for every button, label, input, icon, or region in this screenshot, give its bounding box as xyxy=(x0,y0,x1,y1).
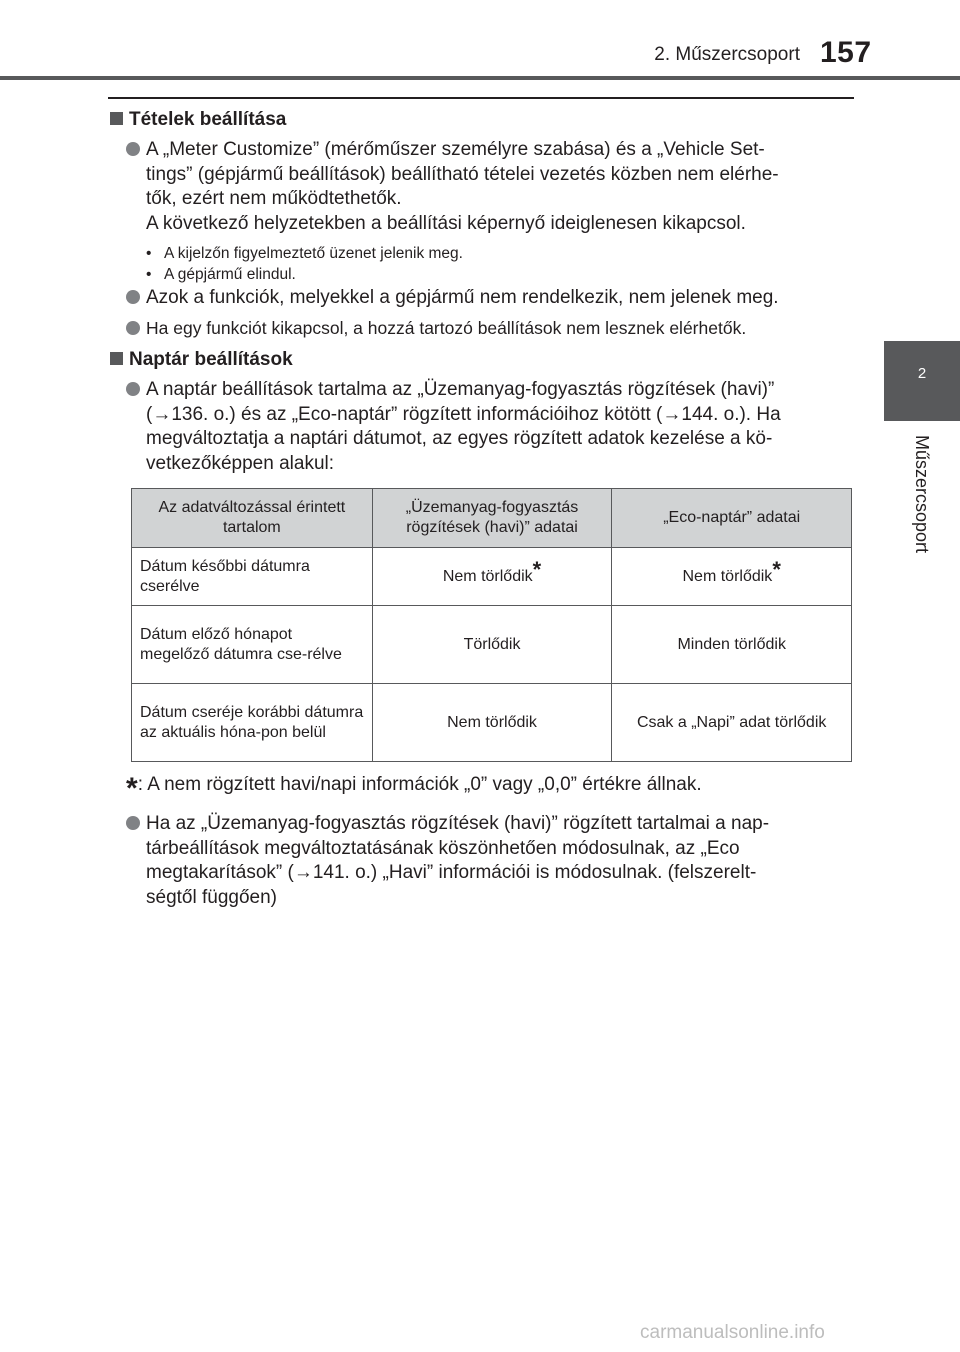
para-line: A következő helyzetekben a beállítási képernyő ideiglenesen kikapcsol. xyxy=(146,212,746,234)
content-rule xyxy=(108,97,854,99)
paragraph-items-2 xyxy=(126,286,854,311)
section-title-calendar-text: Naptár beállítások xyxy=(129,349,293,370)
section-title-calendar xyxy=(110,349,293,371)
footnote-text: : A nem rögzített havi/napi információk „0” vagy „0,0” értékre állnak. xyxy=(137,774,702,795)
square-bullet-icon xyxy=(110,352,123,365)
table-cell-text: Nem törlődik xyxy=(442,567,533,585)
circle-bullet-icon xyxy=(126,321,140,335)
para-line-text: Ha az „Üzemanyag-fogyasztás rögzítések (havi)” rögzített tartalmai a nap- xyxy=(146,813,770,834)
section-title-items-text: Tételek beállítása xyxy=(129,109,287,130)
sub-bullet-2-text: A gépjármű elindul. xyxy=(164,266,296,283)
table-header-cell: „Üzemanyag-fogyasztás rögzítések (havi)” adatai xyxy=(372,489,612,548)
para-line xyxy=(126,138,854,163)
table-cell-text: Nem törlődik xyxy=(682,567,773,585)
para-line: tings” (gépjármű beállítások) beállítható tételei vezetés közben nem elérhe- xyxy=(146,163,779,185)
table-cell: Törlődik xyxy=(372,606,612,684)
para-line: megtakarítások” (→141. o.) „Havi” információi is módosulnak. (felszerelt- xyxy=(146,862,757,883)
table-header-cell: Az adatváltozással érintett tartalom xyxy=(132,489,373,548)
asterisk-mark: * xyxy=(532,556,542,582)
paragraph-items-3-text: Ha egy funkciót kikapcsol, a hozzá tartozó beállítások nem lesznek elérhetők. xyxy=(146,318,747,338)
paragraph-items-1 xyxy=(126,138,854,236)
table-row xyxy=(132,548,852,606)
table-header-row xyxy=(132,489,852,548)
small-bullet-icon: • xyxy=(146,266,152,283)
table-cell xyxy=(612,548,852,606)
page-number: 157 xyxy=(820,36,872,69)
circle-bullet-icon xyxy=(126,382,140,396)
table-cell: Nem törlődik xyxy=(372,684,612,762)
table-cell: Csak a „Napi” adat törlődik xyxy=(612,684,852,762)
para-line: vetkezőképpen alakul: xyxy=(146,452,335,474)
chapter-title: 2. Műszercsoport xyxy=(654,44,800,65)
table-cell: Minden törlődik xyxy=(612,606,852,684)
square-bullet-icon xyxy=(110,112,123,125)
paragraph-calendar-1 xyxy=(126,378,854,476)
sub-bullet-1-text: A kijelzőn figyelmeztető üzenet jelenik meg. xyxy=(164,245,463,262)
footnote-star: * xyxy=(126,772,138,805)
calendar-change-table xyxy=(131,488,852,762)
header-rule xyxy=(0,76,960,80)
para-line-text: A naptár beállítások tartalma az „Üzemanyag-fogyasztás rögzítések (havi)” xyxy=(146,379,775,400)
sub-bullet-1 xyxy=(146,243,463,264)
paragraph-items-2-text: Azok a funkciók, melyekkel a gépjármű nem rendelkezik, nem jelenek meg. xyxy=(146,287,779,308)
table-cell: Dátum későbbi dátumra cserélve xyxy=(132,548,373,606)
table-cell: Dátum cseréje korábbi dátumra az aktuális hóna-pon belül xyxy=(132,684,373,762)
para-line: megváltoztatja a naptári dátumot, az egyes rögzített adatok kezelése a kö- xyxy=(146,428,773,449)
table-header-cell: „Eco-naptár” adatai xyxy=(612,489,852,548)
circle-bullet-icon xyxy=(126,142,140,156)
table-cell: Dátum előző hónapot megelőző dátumra cse-rélve xyxy=(132,606,373,684)
para-line xyxy=(126,812,854,837)
paragraph-calendar-2 xyxy=(126,812,854,910)
para-line: (→136. o.) és az „Eco-naptár” rögzített információihoz kötött (→144. o.). Ha xyxy=(146,403,781,425)
para-line-text: A „Meter Customize” (mérőműszer személyre szabása) és a „Vehicle Set- xyxy=(146,139,765,160)
paragraph-items-3 xyxy=(126,316,854,341)
section-title-items xyxy=(110,109,286,131)
para-line: tárbeállítások megváltoztatásának köszönhetően módosulnak, az „Eco xyxy=(146,837,740,859)
side-tab-label: Műszercsoport xyxy=(912,435,932,554)
small-bullet-icon: • xyxy=(146,245,152,262)
para-line: tők, ezért nem működtethetők. xyxy=(146,188,402,209)
table-cell xyxy=(372,548,612,606)
sub-bullet-2 xyxy=(146,264,296,285)
circle-bullet-icon xyxy=(126,290,140,304)
side-tab-number: 2 xyxy=(884,341,960,421)
para-line: ségtől függően) xyxy=(146,886,277,908)
table-row xyxy=(132,606,852,684)
footnote xyxy=(126,772,702,806)
asterisk-mark: * xyxy=(772,556,781,582)
watermark: carmanualsonline.info xyxy=(640,1322,825,1343)
side-tab xyxy=(884,421,960,1171)
circle-bullet-icon xyxy=(126,816,140,830)
para-line xyxy=(126,378,854,403)
table-row xyxy=(132,684,852,762)
